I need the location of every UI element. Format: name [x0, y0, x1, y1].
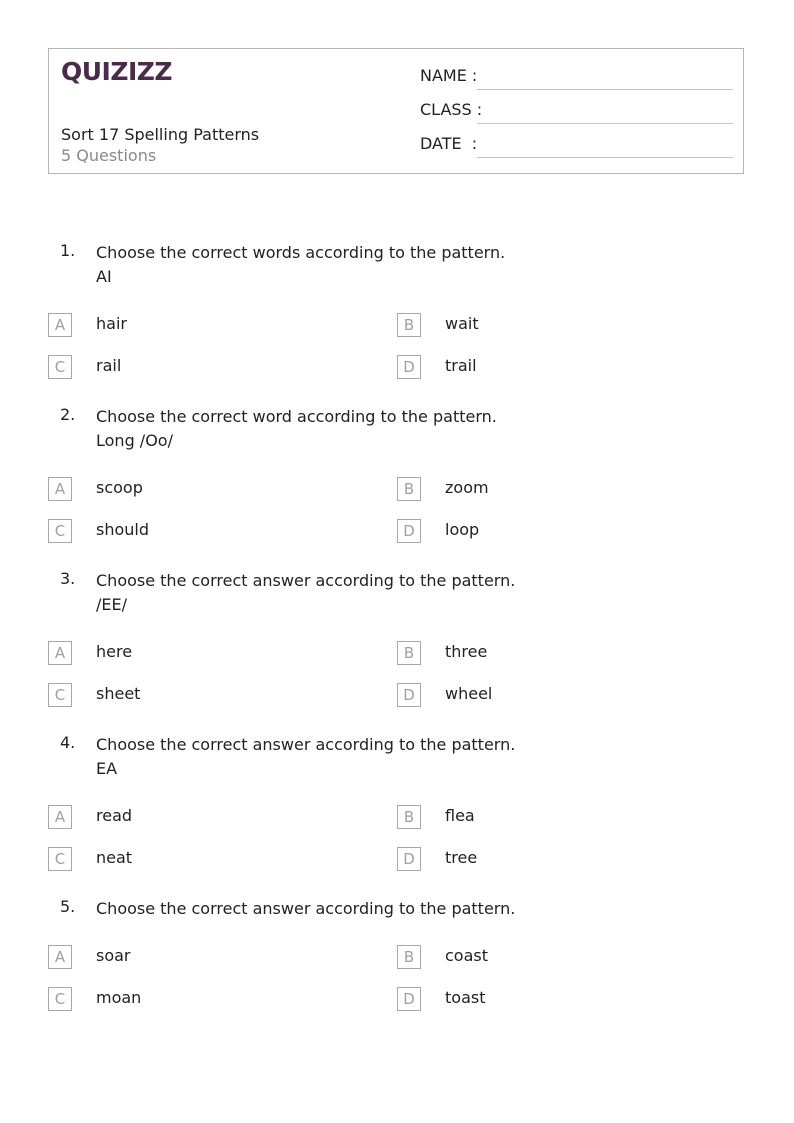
option-text: soar [96, 946, 131, 965]
class-field[interactable] [420, 100, 733, 124]
question-prompt: Choose the correct answer according to the pattern. [96, 735, 516, 754]
question-number: 2. [60, 405, 76, 424]
quizizz-logo: QUIZIZZ [61, 57, 173, 86]
option-letter-box[interactable]: D [397, 519, 421, 543]
question-number: 1. [60, 241, 76, 260]
option-letter-box[interactable]: C [48, 987, 72, 1011]
option-letter-box[interactable]: A [48, 313, 72, 337]
question-pattern: Long /Oo/ [96, 431, 173, 450]
option-letter-box[interactable]: A [48, 945, 72, 969]
question-text [96, 733, 515, 781]
question-text [96, 569, 515, 617]
option-letter-box[interactable]: C [48, 355, 72, 379]
option-letter-box[interactable]: B [397, 477, 421, 501]
option-letter-box[interactable]: A [48, 477, 72, 501]
question-number: 3. [60, 569, 76, 588]
option-letter-box[interactable]: D [397, 683, 421, 707]
option-text: read [96, 806, 133, 825]
option-letter-box[interactable]: B [397, 641, 421, 665]
question-prompt: Choose the correct word according to the pattern. [96, 407, 497, 426]
option-text: toast [445, 988, 486, 1007]
option-text: rail [96, 356, 122, 375]
option-text: wait [445, 314, 479, 333]
option-text: flea [445, 806, 475, 825]
question-pattern: /EE/ [96, 595, 127, 614]
question-text [96, 405, 497, 453]
option-text: trail [445, 356, 477, 375]
question-text [96, 241, 505, 289]
date-field[interactable] [420, 134, 733, 158]
option-letter-box[interactable]: D [397, 355, 421, 379]
name-field[interactable] [420, 66, 733, 90]
question-text [96, 897, 515, 921]
option-letter-box[interactable]: D [397, 847, 421, 871]
option-letter-box[interactable]: B [397, 945, 421, 969]
question-number: 4. [60, 733, 76, 752]
option-letter-box[interactable]: D [397, 987, 421, 1011]
option-text: here [96, 642, 133, 661]
option-letter-box[interactable]: B [397, 313, 421, 337]
option-text: hair [96, 314, 127, 333]
class-line[interactable] [477, 123, 733, 124]
name-label: NAME : [420, 66, 478, 85]
option-text: scoop [96, 478, 143, 497]
worksheet-title: Sort 17 Spelling Patterns [61, 125, 260, 144]
question-pattern: AI [96, 267, 112, 286]
option-text: wheel [445, 684, 493, 703]
class-label: CLASS : [420, 100, 483, 119]
option-text: moan [96, 988, 142, 1007]
question-prompt: Choose the correct answer according to the pattern. [96, 899, 516, 918]
question-count: 5 Questions [61, 146, 157, 165]
option-text: tree [445, 848, 478, 867]
option-text: coast [445, 946, 488, 965]
worksheet-header [48, 48, 744, 174]
question-prompt: Choose the correct answer according to the pattern. [96, 571, 516, 590]
option-letter-box[interactable]: C [48, 519, 72, 543]
option-letter-box[interactable]: C [48, 847, 72, 871]
question-number: 5. [60, 897, 76, 916]
option-text: loop [445, 520, 480, 539]
option-text: zoom [445, 478, 489, 497]
question-prompt: Choose the correct words according to the pattern. [96, 243, 506, 262]
option-text: sheet [96, 684, 141, 703]
option-text: neat [96, 848, 133, 867]
option-text: should [96, 520, 150, 539]
option-letter-box[interactable]: A [48, 641, 72, 665]
option-letter-box[interactable]: A [48, 805, 72, 829]
option-letter-box[interactable]: C [48, 683, 72, 707]
date-label: DATE : [420, 134, 478, 153]
date-line[interactable] [477, 157, 733, 158]
name-line[interactable] [477, 89, 733, 90]
option-text: three [445, 642, 488, 661]
option-letter-box[interactable]: B [397, 805, 421, 829]
question-pattern: EA [96, 759, 118, 778]
